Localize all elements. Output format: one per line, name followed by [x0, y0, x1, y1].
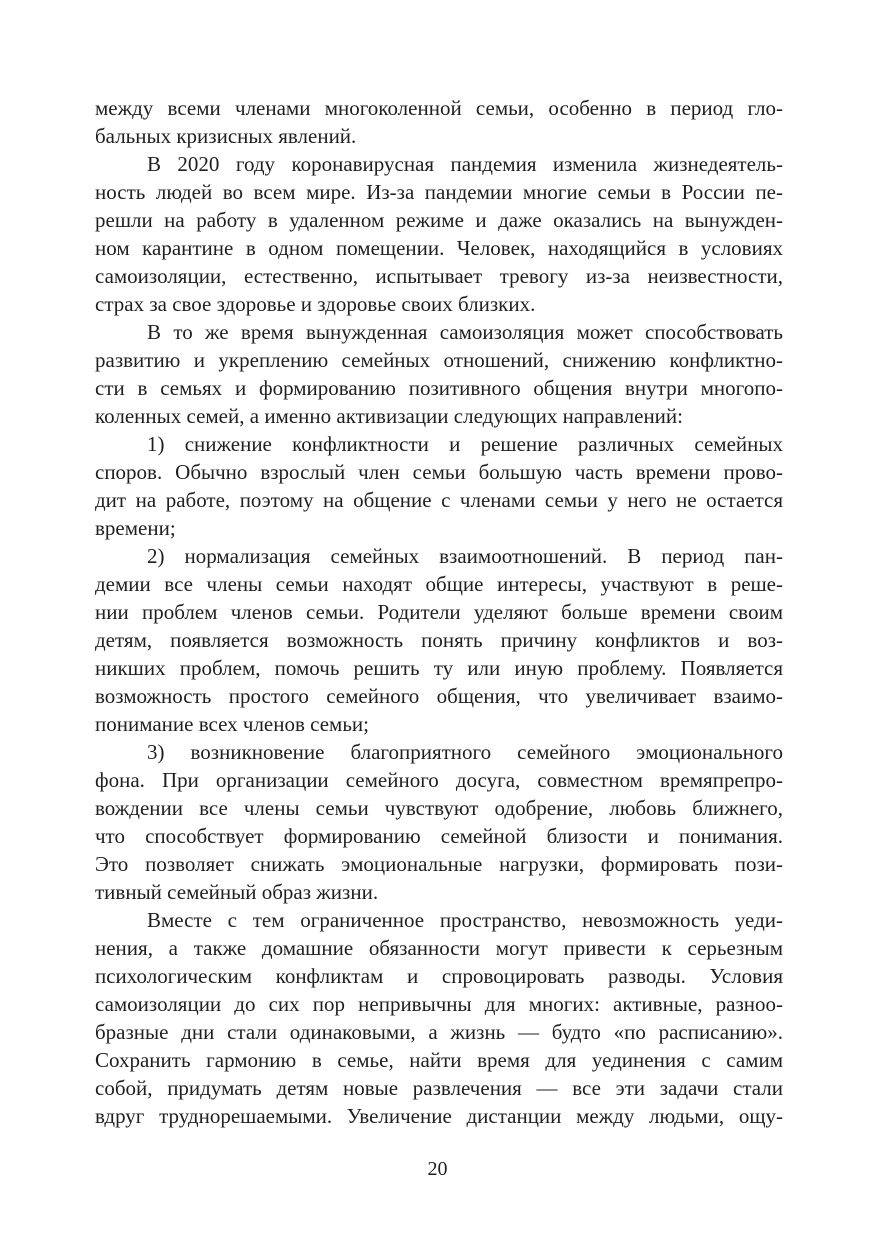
text-line: сти в семьях и формированию позитивного общения внутри многопо-: [95, 376, 783, 400]
text-line: страх за свое здоровье и здоровье своих близких.: [95, 292, 536, 316]
list-item-line: тивный семейный образ жизни.: [95, 880, 379, 904]
list-item-line: споров. Обычно взрослый член семьи большую часть времени прово-: [95, 460, 783, 484]
page-body: [95, 94, 783, 1174]
text-line: Сохранить гармонию в семье, найти время для уединения с самим: [95, 1048, 783, 1072]
page-number: 20: [427, 1158, 448, 1180]
text-line: развитию и укреплению семейных отношений, снижению конфликтно-: [95, 348, 783, 372]
list-item-line: никших проблем, помочь решить ту или иную проблему. Появляется: [95, 656, 783, 680]
list-item-line: 2) нормализация семейных взаимоотношений. В период пан-: [147, 544, 783, 568]
text-line: бальных кризисных явлений.: [95, 124, 357, 148]
text-line: ность людей во всем мире. Из-за пандемии многие семьи в России пе-: [95, 180, 783, 204]
list-item-line: 1) снижение конфликтности и решение различных семейных: [147, 432, 783, 456]
list-item-line: понимание всех членов семьи;: [95, 712, 369, 736]
text-line: самоизоляции до сих пор непривычны для многих: активные, разноо-: [95, 992, 783, 1016]
list-item-line: возможность простого семейного общения, что увеличивает взаимо-: [95, 684, 783, 708]
list-item-line: дит на работе, поэтому на общение с членами семьи у него не остается: [95, 488, 783, 512]
text-line: ном карантине в одном помещении. Человек, находящийся в условиях: [95, 236, 783, 260]
text-line: В то же время вынужденная самоизоляция может способствовать: [147, 320, 783, 344]
text-line: бразные дни стали одинаковыми, а жизнь — будто «по расписанию».: [95, 1020, 783, 1044]
list-item-line: времени;: [95, 516, 176, 540]
list-item-line: фона. При организации семейного досуга, совместном времяпрепро-: [95, 768, 783, 792]
list-item-line: что способствует формированию семейной близости и понимания.: [95, 824, 783, 848]
list-item-line: демии все члены семьи находят общие интересы, участвуют в реше-: [95, 572, 783, 596]
text-line: собой, придумать детям новые развлечения — все эти задачи стали: [95, 1076, 783, 1100]
text-line: решли на работу в удаленном режиме и даже оказались на вынужден-: [95, 208, 783, 232]
list-item-line: вождении все члены семьи чувствуют одобрение, любовь ближнего,: [95, 796, 783, 820]
list-item-line: 3) возникновение благоприятного семейного эмоционального: [147, 740, 783, 764]
list-item-line: Это позволяет снижать эмоциональные нагрузки, формировать пози-: [95, 852, 783, 876]
text-line: В 2020 году коронавирусная пандемия изменила жизнедеятель-: [147, 152, 783, 176]
text-line: психологическим конфликтам и спровоцировать разводы. Условия: [95, 964, 783, 988]
list-item-line: нии проблем членов семьи. Родители уделяют больше времени своим: [95, 600, 783, 624]
text-line: между всеми членами многоколенной семьи, особенно в период гло-: [95, 96, 783, 120]
text-line: вдруг труднорешаемыми. Увеличение дистанции между людьми, ощу-: [95, 1104, 783, 1128]
text-line: коленных семей, а именно активизации следующих направлений:: [95, 404, 683, 428]
text-line: самоизоляции, естественно, испытывает тревогу из-за неизвестности,: [95, 264, 783, 288]
list-item-line: детям, появляется возможность понять причину конфликтов и воз-: [95, 628, 783, 652]
text-line: Вместе с тем ограниченное пространство, невозможность уеди-: [147, 908, 783, 932]
text-line: нения, а также домашние обязанности могут привести к серьезным: [95, 936, 783, 960]
